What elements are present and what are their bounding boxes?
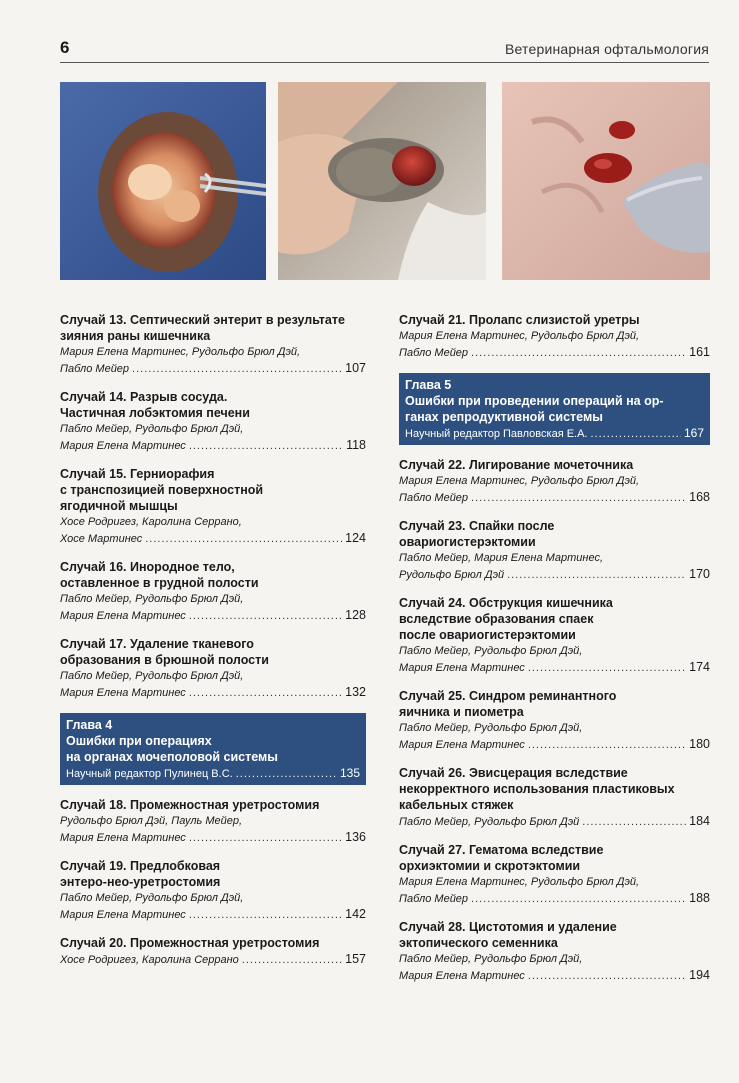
entry-title: Случай 13. Септический энтерит в результате <box>60 313 345 327</box>
photo-strip <box>60 82 710 280</box>
toc-entry-26[interactable]: Случай 26. Эвисцерация вследствие некорректного использования пластиковых кабельных стяжек Пабло Мейер, Рудольфо Брюл Дэй ..... 184 <box>399 765 710 830</box>
page-header <box>60 38 709 63</box>
toc-entry-19[interactable]: Случай 19. Предлобковая энтеро-нео-уретростомия Пабло Мейер, Рудольфо Брюл Дэй, Мария Елена Мартинес ..... 142 <box>60 858 366 923</box>
toc-entry-28[interactable]: Случай 28. Цистотомия и удаление эктопического семенника Пабло Мейер, Рудольфо Брюл Дэй, Мария Елена Мартинес ..... 194 <box>399 919 710 984</box>
toc-right-column <box>399 312 710 996</box>
toc-left-column <box>60 312 366 980</box>
chapter-5-heading[interactable]: Глава 5 Ошибки при проведении операций на ор- ганах репродуктивной системы Научный редактор Павловская Е.А. ..... 167 <box>399 373 710 445</box>
toc-entry-17[interactable]: Случай 17. Удаление тканевого образования в брюшной полости Пабло Мейер, Рудольфо Брюл Дэй, Мария Елена Мартинес ..... 132 <box>60 636 366 701</box>
running-head: Ветеринарная офтальмология <box>504 41 709 57</box>
chapter-4-heading[interactable]: Глава 4 Ошибки при операциях на органах мочеполовой системы Научный редактор Пулинец В.С. ..... 135 <box>60 713 366 785</box>
entry-authors: Мария Елена Мартинес, Рудольфо Брюл Дэй, <box>60 346 301 358</box>
toc-entry-25[interactable]: Случай 25. Синдром реминантного яичника и пиометра Пабло Мейер, Рудольфо Брюл Дэй, Мария Елена Мартинес ..... 180 <box>399 688 710 753</box>
chapter-editor: Научный редактор Пулинец В.С. <box>66 768 233 780</box>
toc-entry-27[interactable]: Случай 27. Гематома вследствие орхиэктомии и скротэктомии Мария Елена Мартинес, Рудольфо Брюл Дэй, Пабло Мейер ..... 188 <box>399 842 710 907</box>
toc-entry-16[interactable]: Случай 16. Инородное тело, оставленное в грудной полости Пабло Мейер, Рудольфо Брюл Дэй, Мария Елена Мартинес ..... 128 <box>60 559 366 624</box>
surgery-photo-1 <box>60 82 266 280</box>
toc-entry-18[interactable]: Случай 18. Промежностная уретростомия Рудольфо Брюл Дэй, Пауль Мейер, Мария Елена Мартинес ..... 136 <box>60 797 366 846</box>
toc-entry-15[interactable]: Случай 15. Герниорафия с транспозицией поверхностной ягодичной мышцы Хосе Родригез, Каролина Серрано, Хосе Мартинес ..... 124 <box>60 466 366 547</box>
toc-entry-20[interactable]: Случай 20. Промежностная уретростомия Хосе Родригез, Каролина Серрано ..... 157 <box>60 935 366 968</box>
page-number: 6 <box>60 38 70 57</box>
toc-entry-14[interactable]: Случай 14. Разрыв сосуда. Частичная лобэктомия печени Пабло Мейер, Рудольфо Брюл Дэй, Мария Елена Мартинес ..... 118 <box>60 389 366 454</box>
toc-entry-24[interactable]: Случай 24. Обструкция кишечника вследствие образования спаек после овариогистерэктомии Пабло Мейер, Рудольфо Брюл Дэй, Мария Елена Мартинес ..... 174 <box>399 595 710 676</box>
toc-entry-13[interactable]: Случай 13. Септический энтерит в результате зияния раны кишечника Мария Елена Мартинес, Рудольфо Брюл Дэй, Пабло Мейер ..... 107 <box>60 312 366 377</box>
toc-entry-22[interactable]: Случай 22. Лигирование мочеточника Мария Елена Мартинес, Рудольфо Брюл Дэй, Пабло Мейер ..... 168 <box>399 457 710 506</box>
toc-entry-23[interactable]: Случай 23. Спайки после овариогистерэктомии Пабло Мейер, Мария Елена Мартинес, Рудольфо Брюл Дэй ..... 170 <box>399 518 710 583</box>
toc-entry-21[interactable]: Случай 21. Пролапс слизистой уретры Мария Елена Мартинес, Рудольфо Брюл Дэй, Пабло Мейер ..... 161 <box>399 312 710 361</box>
surgery-photo-2 <box>278 82 486 280</box>
entry-page: 107 <box>345 361 366 375</box>
chapter-editor: Научный редактор Павловская Е.А. <box>405 428 588 440</box>
surgery-photo-3 <box>502 82 710 280</box>
